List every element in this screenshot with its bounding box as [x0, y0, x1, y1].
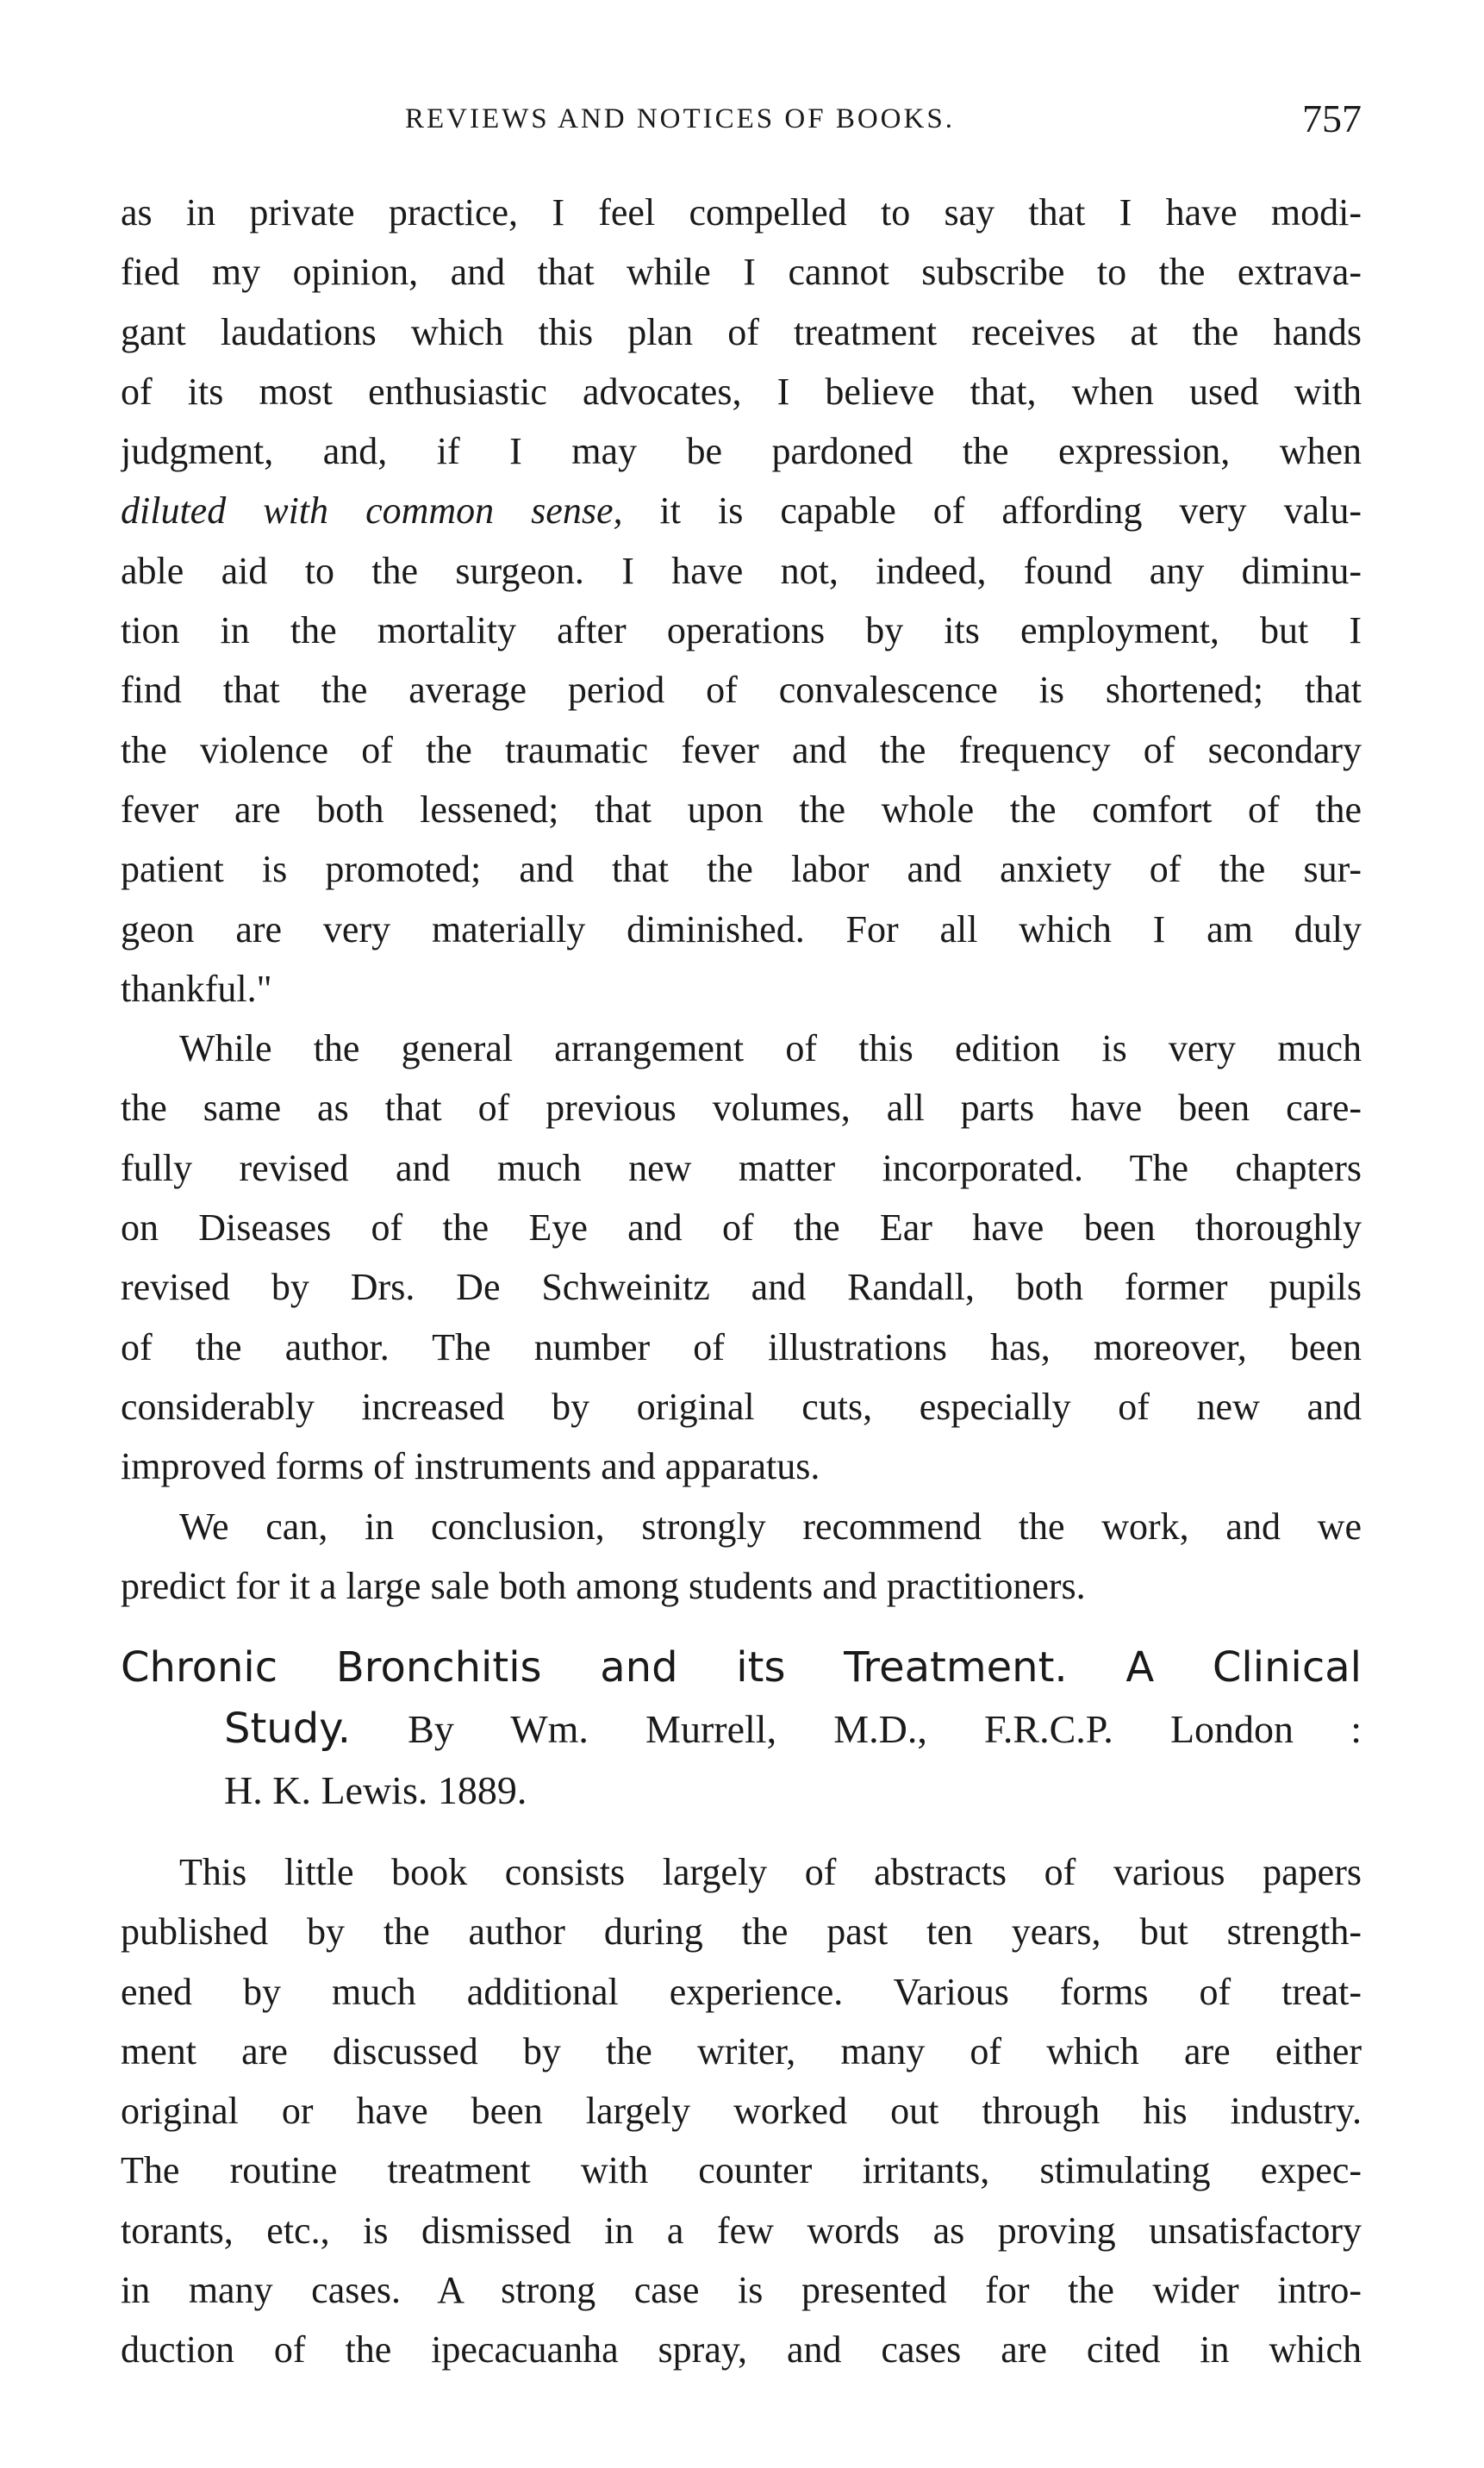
paragraph-start: We can, in conclusion, strongly recommend the work, and we	[179, 1505, 1362, 1548]
text-line: ment are discussed by the writer, many of which are either	[121, 2029, 1362, 2072]
review-1-text	[121, 183, 1362, 1616]
text-line: gant laudations which this plan of treatment receives at the hands	[121, 310, 1362, 353]
text-line: judgment, and, if I may be pardoned the expression, when	[121, 430, 1362, 473]
book-page	[121, 0, 1362, 2468]
text-line: fied my opinion, and that while I cannot subscribe to the extrava-	[121, 251, 1362, 294]
text-line: as in private practice, I feel compelled to say that I have modi-	[121, 191, 1362, 234]
text-line: revised by Drs. De Schweinitz and Randall, both former pupils	[121, 1266, 1362, 1309]
paragraph-start: While the general arrangement of this edition is very much	[179, 1027, 1362, 1070]
paragraph-start: This little book consists largely of abstracts of various papers	[179, 1851, 1362, 1893]
text-line: on Diseases of the Eye and of the Ear have been thoroughly	[121, 1206, 1362, 1250]
text-line: patient is promoted; and that the labor and anxiety of the sur-	[121, 848, 1362, 891]
text-line: ened by much additional experience. Various forms of treat-	[121, 1970, 1362, 2013]
text-line: duction of the ipecacuanha spray, and cases are cited in which	[121, 2328, 1362, 2371]
text-line: published by the author during the past ten years, but strength-	[121, 1910, 1362, 1954]
text-line: able aid to the surgeon. I have not, indeed, found any diminu-	[121, 549, 1362, 592]
text-line: of the author. The number of illustrations has, moreover, been	[121, 1325, 1362, 1368]
text-line: in many cases. A strong case is presented for the wider intro-	[121, 2269, 1362, 2312]
text-line: fever are both lessened; that upon the whole the comfort of the	[121, 788, 1362, 831]
text-line-rest: it is capable of affording very valu-	[622, 489, 1362, 533]
text-line: of its most enthusiastic advocates, I believe that, when used with	[121, 370, 1362, 413]
running-head	[121, 93, 1362, 145]
heading-publisher-line: H. K. Lewis. 1889.	[224, 1768, 527, 1812]
review-2-heading	[121, 1637, 1362, 1821]
page-number: 757	[1302, 97, 1362, 140]
text-line: geon are very materially diminished. For all which I am duly	[121, 907, 1362, 950]
text-line-italic-phrase	[121, 481, 1362, 540]
text-line: predict for it a large sale both among students and practitioners.	[121, 1564, 1086, 1607]
text-line: The routine treatment with counter irritants, stimulating expec-	[121, 2149, 1362, 2192]
heading-title-end: Study.	[224, 1705, 351, 1753]
heading-author-line	[121, 1698, 1362, 1760]
running-head-title: REVIEWS AND NOTICES OF BOOKS.	[405, 103, 955, 134]
italic-phrase: diluted with common sense,	[121, 489, 623, 533]
text-line: torants, etc., is dismissed in a few words as proving unsatisfactory	[121, 2209, 1362, 2252]
heading-author: By Wm. Murrell, M.D., F.R.C.P. London :	[351, 1707, 1362, 1751]
text-line: fully revised and much new matter incorporated. The chapters	[121, 1146, 1362, 1189]
text-line: improved forms of instruments and apparatus.	[121, 1445, 820, 1488]
text-line: find that the average period of convalescence is shortened; that	[121, 669, 1362, 712]
text-line: the same as that of previous volumes, all parts have been care-	[121, 1087, 1362, 1130]
text-line: considerably increased by original cuts, especially of new and	[121, 1385, 1362, 1428]
text-line: tion in the mortality after operations by its employment, but I	[121, 609, 1362, 652]
text-line: original or have been largely worked out through his industry.	[121, 2090, 1362, 2133]
text-line: the violence of the traumatic fever and the frequency of secondary	[121, 728, 1362, 771]
review-2-text	[121, 1842, 1362, 2380]
text-line: thankful."	[121, 967, 272, 1010]
heading-title-line: Chronic Bronchitis and its Treatment. A Clinical	[121, 1643, 1362, 1692]
